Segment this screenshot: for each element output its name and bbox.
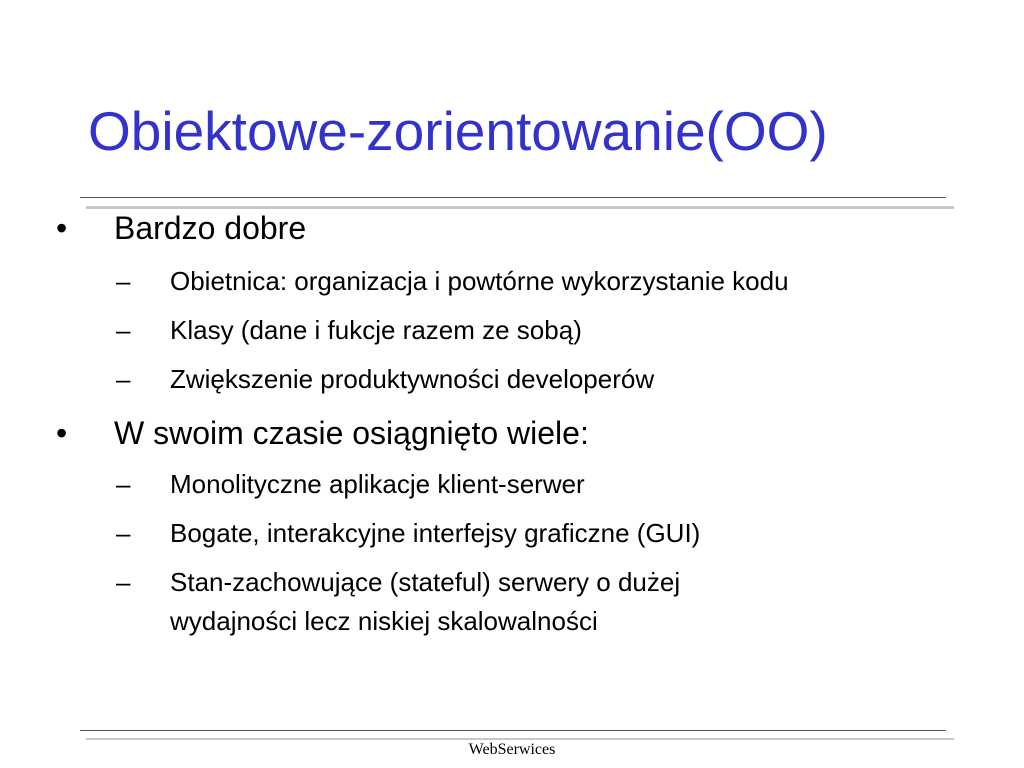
bullet-marker: • [56,210,68,246]
sub-bullet-text: Zwiększenie produktywności developerów [170,364,655,394]
sub-bullet-text: Obietnica: organizacja i powtórne wykorzystanie kodu [170,266,789,296]
sub-bullet-marker: – [116,469,131,499]
sub-bullet-continuation [116,604,996,638]
sub-bullet-item [116,313,996,347]
sub-bullet-text: Klasy (dane i fukcje razem ze sobą) [170,315,582,345]
sub-bullet-item [116,362,996,396]
sub-bullet-text: Monolityczne aplikacje klient-serwer [170,469,585,499]
sub-bullet-text: Bogate, interakcyjne interfejsy graficzne (GUI) [170,518,701,548]
sub-bullet-marker: – [116,567,131,597]
bullet-text: W swoim czasie osiągnięto wiele: [114,415,589,451]
bullet-text: Bardzo dobre [114,210,307,246]
sub-bullet-marker: – [116,364,131,394]
sub-bullet-item [116,565,996,599]
sub-bullet-text: Stan-zachowujące (stateful) serwery o dużej [170,567,681,597]
bullet-item [56,413,956,453]
sub-bullet-text: wydajności lecz niskiej skalowalności [170,606,598,636]
sub-bullet-marker: – [116,266,131,296]
sub-bullet-marker: – [116,518,131,548]
slide-footer: WebSerwices [468,741,556,758]
bullet-marker: • [56,415,68,451]
bullet-item [56,208,956,248]
sub-bullet-item [116,467,996,501]
footer-divider-line [80,730,946,731]
title-divider-line [80,197,946,198]
sub-bullet-item [116,264,996,298]
sub-bullet-marker: – [116,315,131,345]
slide-title: Obiektowe-zorientowanie(OO) [88,100,828,162]
sub-bullet-item [116,516,996,550]
